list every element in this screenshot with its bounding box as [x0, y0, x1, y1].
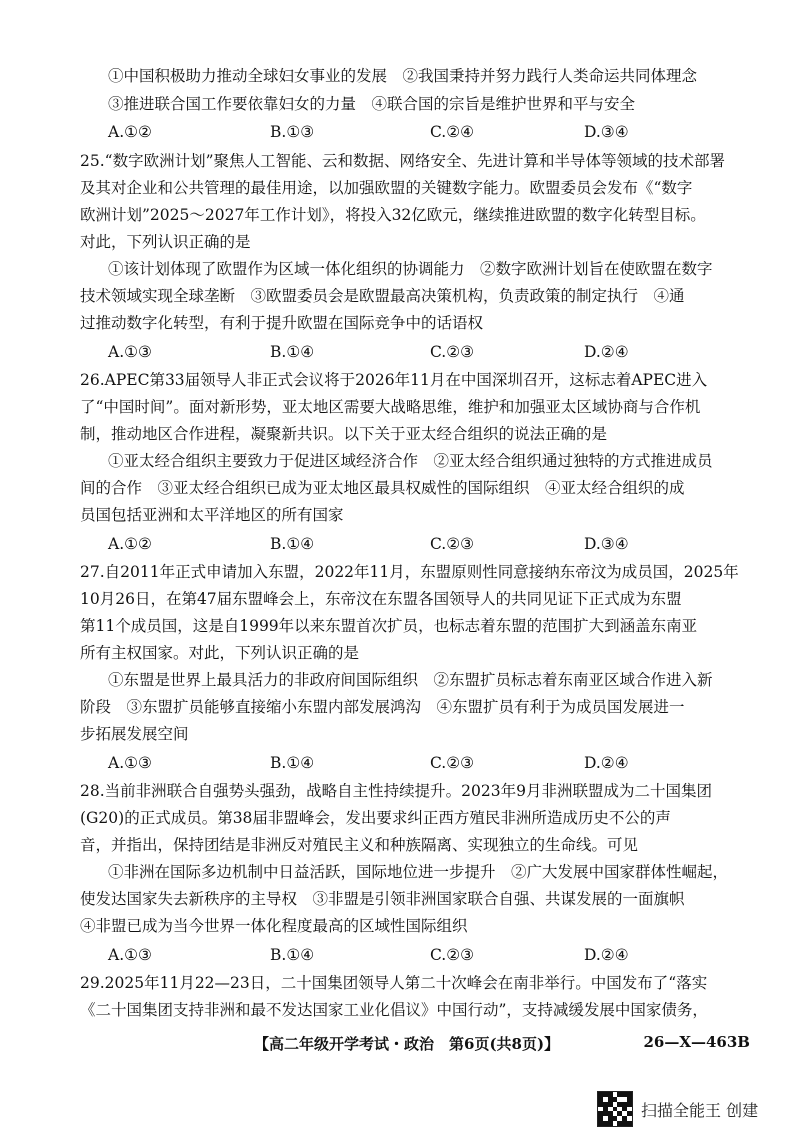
- q27-line: ①东盟是世界上最具活力的非政府间国际组织 ②东盟扩员标志着东南亚区域合作进入新: [108, 671, 713, 689]
- q26-line: 员国包括亚洲和太平洋地区的所有国家: [80, 506, 344, 524]
- q26-option-c: C.②③: [430, 535, 475, 553]
- q26-line: 了“中国时间”。面对新形势，亚太地区需要大战略思维，维护和加强亚太区域协商与合作机: [80, 398, 701, 416]
- q26-line: 26.APEC第33届领导人非正式会议将于2026年11月在中国深圳召开，这标志着APEC进入: [80, 371, 708, 389]
- q28-option-b: B.①④: [270, 946, 315, 964]
- q27-option-b: B.①④: [270, 754, 315, 772]
- q26-option-a: A.①②: [108, 535, 152, 553]
- q27-option-d: D.②④: [584, 754, 629, 772]
- q27-line: 10月26日，在第47届东盟峰会上，东帝汶在东盟各国领导人的共同见证下正式成为东盟: [80, 590, 682, 608]
- q26-option-b: B.①④: [270, 535, 315, 553]
- q25-option-c: C.②③: [430, 343, 475, 361]
- q24-statement-line-2: ③推进联合国工作要依靠妇女的力量 ④联合国的宗旨是维护世界和平与安全: [108, 95, 636, 113]
- q25-line: 欧洲计划”2025～2027年工作计划》，将投入32亿欧元，继续推进欧盟的数字化转型目标。: [80, 206, 706, 224]
- q29-line: 29.2025年11月22—23日，二十国集团领导人第二十次峰会在南非举行。中国发布了“落实: [80, 974, 708, 992]
- q25-line: ①该计划体现了欧盟作为区域一体化组织的协调能力 ②数字欧洲计划旨在使欧盟在数字: [108, 260, 713, 278]
- q25-option-b: B.①④: [270, 343, 315, 361]
- q28-line: 28.当前非洲联合自强势头强劲，战略自主性持续提升。2023年9月非洲联盟成为二十国集团: [80, 782, 712, 800]
- q28-option-a: A.①③: [108, 946, 152, 964]
- q28-line: 音，并指出，保持团结是非洲反对殖民主义和种族隔离、实现独立的生命线。可见: [80, 836, 639, 854]
- q26-line: 制，推动地区合作进程，凝聚新共识。以下关于亚太经合组织的说法正确的是: [80, 425, 608, 443]
- q24-option-d: D.③④: [584, 123, 629, 141]
- q25-line: 25.“数字欧洲计划”聚焦人工智能、云和数据、网络安全、先进计算和半导体等领域的技术部署: [80, 152, 726, 170]
- q26-line: 间的合作 ③亚太经合组织已成为亚太地区最具权威性的国际组织 ④亚太经合组织的成: [80, 479, 685, 497]
- q25-option-a: A.①③: [108, 343, 152, 361]
- q24-option-c: C.②④: [430, 123, 475, 141]
- q25-line: 技术领域实现全球垄断 ③欧盟委员会是欧盟最高决策机构，负责政策的制定执行 ④通: [80, 287, 685, 305]
- q28-option-c: C.②③: [430, 946, 475, 964]
- q25-options: [108, 342, 748, 362]
- qr-code-icon: [597, 1091, 633, 1127]
- q24-option-a: A.①②: [108, 123, 152, 141]
- q26-option-d: D.③④: [584, 535, 629, 553]
- q27-line: 步拓展发展空间: [80, 725, 189, 743]
- q27-line: 第11个成员国，这是自1999年以来东盟首次扩员，也标志着东盟的范围扩大到涵盖东南亚: [80, 617, 698, 635]
- q27-line: 所有主权国家。对此，下列认识正确的是: [80, 644, 360, 662]
- q27-option-a: A.①③: [108, 754, 152, 772]
- q25-line: 对此，下列认识正确的是: [80, 233, 251, 251]
- footer-paper-code: 26—X—463B: [643, 1033, 750, 1051]
- q26-line: ①亚太经合组织主要致力于促进区域经济合作 ②亚太经合组织通过独特的方式推进成员: [108, 452, 713, 470]
- q27-option-c: C.②③: [430, 754, 475, 772]
- q29-line: 《二十国集团支持非洲和最不发达国家工业化倡议》中国行动”，支持减缓发展中国家债务，: [80, 1001, 708, 1019]
- q27-options: [108, 753, 748, 773]
- q27-line: 27.自2011年正式申请加入东盟，2022年11月，东盟原则性同意接纳东帝汶为成员国，2025年: [80, 563, 739, 581]
- q25-line: 及其对企业和公共管理的最佳用途，以加强欧盟的关键数字能力。欧盟委员会发布《“数字: [80, 179, 693, 197]
- q25-line: 过推动数字化转型，有利于提升欧盟在国际竞争中的话语权: [80, 314, 484, 332]
- q24-statement-line-1: ①中国积极助力推动全球妇女事业的发展 ②我国秉持并努力践行人类命运共同体理念: [108, 67, 698, 85]
- q27-line: 阶段 ③东盟扩员能够直接缩小东盟内部发展鸿沟 ④东盟扩员有利于为成员国发展进一: [80, 698, 685, 716]
- q24-options: [108, 122, 748, 142]
- q28-option-d: D.②④: [584, 946, 629, 964]
- q28-options: [108, 945, 748, 965]
- q24-option-b: B.①③: [270, 123, 315, 141]
- q25-option-d: D.②④: [584, 343, 629, 361]
- scanner-watermark: [597, 1089, 758, 1129]
- q28-line: ④非盟已成为当今世界一体化程度最高的区域性国际组织: [80, 917, 468, 935]
- q26-options: [108, 534, 748, 554]
- watermark-text: 扫描全能王 创建: [641, 1100, 759, 1120]
- q28-line: ①非洲在国际多边机制中日益活跃，国际地位进一步提升 ②广大发展中国家群体性崛起，: [108, 863, 729, 881]
- footer-exam-info: 【高二年级开学考试・政治 第6页(共8页)】: [254, 1035, 560, 1053]
- q28-line: 使发达国家失去新秩序的主导权 ③非盟是引领非洲国家联合自强、共谋发展的一面旗帜: [80, 890, 685, 908]
- page-footer: [80, 1033, 750, 1055]
- q28-line: (G20)的正式成员。第38届非盟峰会，发出要求纠正西方殖民非洲所造成历史不公的声: [80, 809, 671, 827]
